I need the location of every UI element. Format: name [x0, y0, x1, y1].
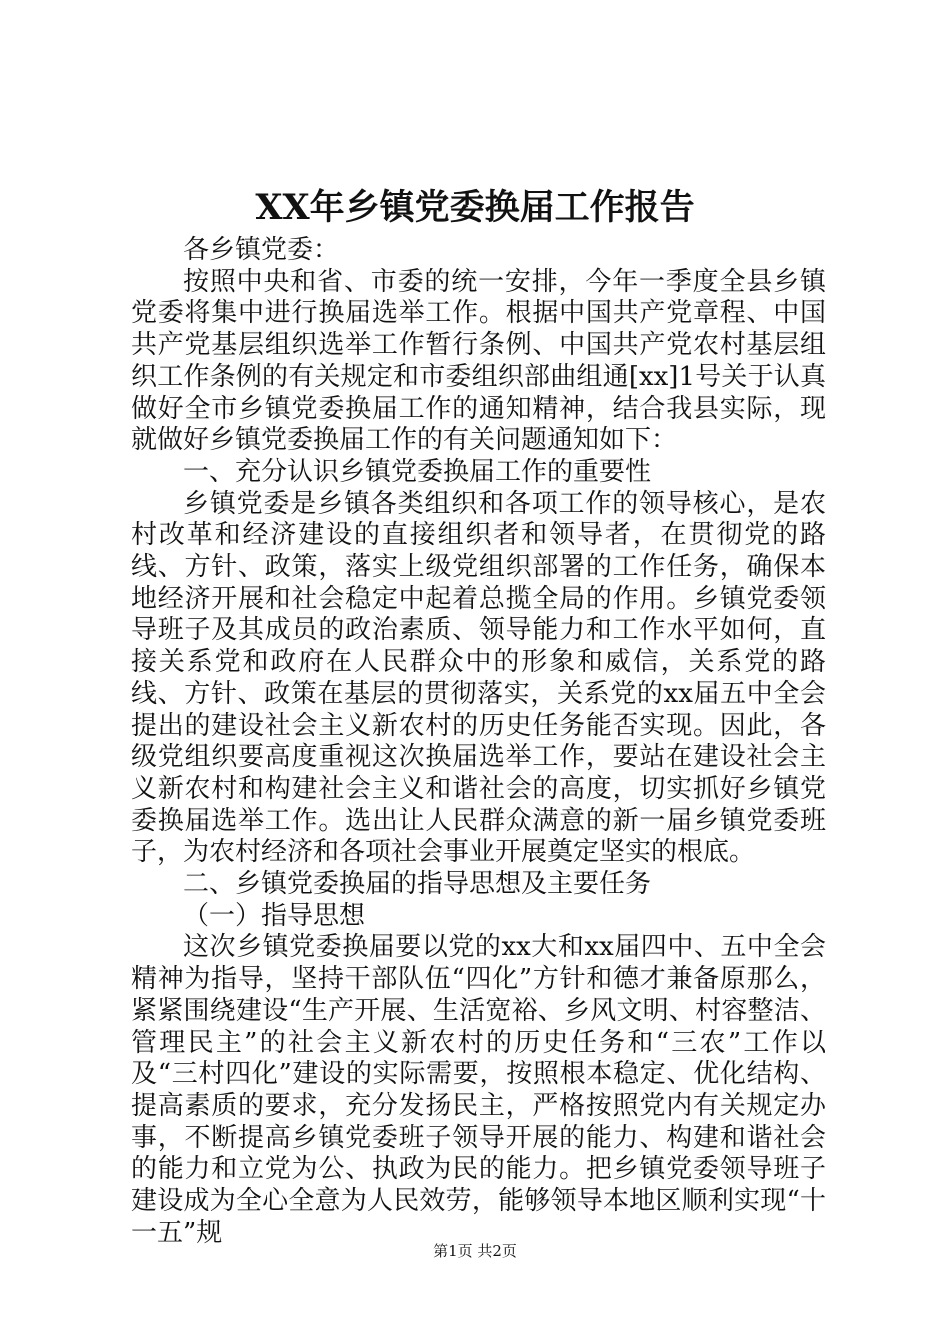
intro-paragraph: 按照中央和省、市委的统一安排，今年一季度全县乡镇党委将集中进行换届选举工作。根据中国共产党章程、中国共产党基层组织选举工作暂行条例、中国共产党农村基层组织工作条例的有关规定和市委组织部曲组通[xx]1号关于认真做好全市乡镇党委换届工作的通知精神，结合我县实际，现就做好乡镇党委换届工作的有关问题通知如下： — [131, 266, 826, 456]
subsection-1-paragraph: 这次乡镇党委换届要以党的xx大和xx届四中、五中全会精神为指导，坚持干部队伍“四化”方针和德才兼备原那么，紧紧围绕建设“生产开展、生活宽裕、乡风文明、村容整洁、管理民主”的社会主义新农村的历史任务和“三农”工作以及“三村四化”建设的实际需要，按照根本稳定、优化结构、提高素质的要求，充分发扬民主，严格按照党内有关规定办事，不断提高乡镇党委班子领导开展的能力、构建和谐社会的能力和立党为公、执政为民的能力。把乡镇党委领导班子建设成为全心全意为人民效劳，能够领导本地区顺利实现“十一五”规 — [131, 932, 826, 1248]
document-title: XX年乡镇党委换届工作报告 — [255, 187, 695, 228]
subsection-heading-1: （一）指导思想 — [183, 900, 366, 931]
salutation: 各乡镇党委： — [183, 235, 340, 265]
section-1-paragraph: 乡镇党委是乡镇各类组织和各项工作的领导核心，是农村改革和经济建设的直接组织者和领导者，在贯彻党的路线、方针、政策，落实上级党组织部署的工作任务，确保本地经济开展和社会稳定中起着总揽全局的作用。乡镇党委领导班子及其成员的政治素质、领导能力和工作水平如何，直接关系党和政府在人民群众中的形象和威信，关系党的路线、方针、政策在基层的贯彻落实，关系党的xx届五中全会提出的建设社会主义新农村的历史任务能否实现。因此，各级党组织要高度重视这次换届选举工作，要站在建设社会主义新农村和构建社会主义和谐社会的高度，切实抓好乡镇党委换届选举工作。选出让人民群众满意的新一届乡镇党委班子，为农村经济和各项社会事业开展奠定坚实的根底。 — [131, 488, 826, 868]
document-body — [131, 235, 826, 1250]
page-footer: 第1页 共2页 — [433, 1242, 517, 1260]
section-heading-1: 一、充分认识乡镇党委换届工作的重要性 — [183, 456, 652, 487]
section-heading-2: 二、乡镇党委换届的指导思想及主要任务 — [183, 869, 652, 900]
